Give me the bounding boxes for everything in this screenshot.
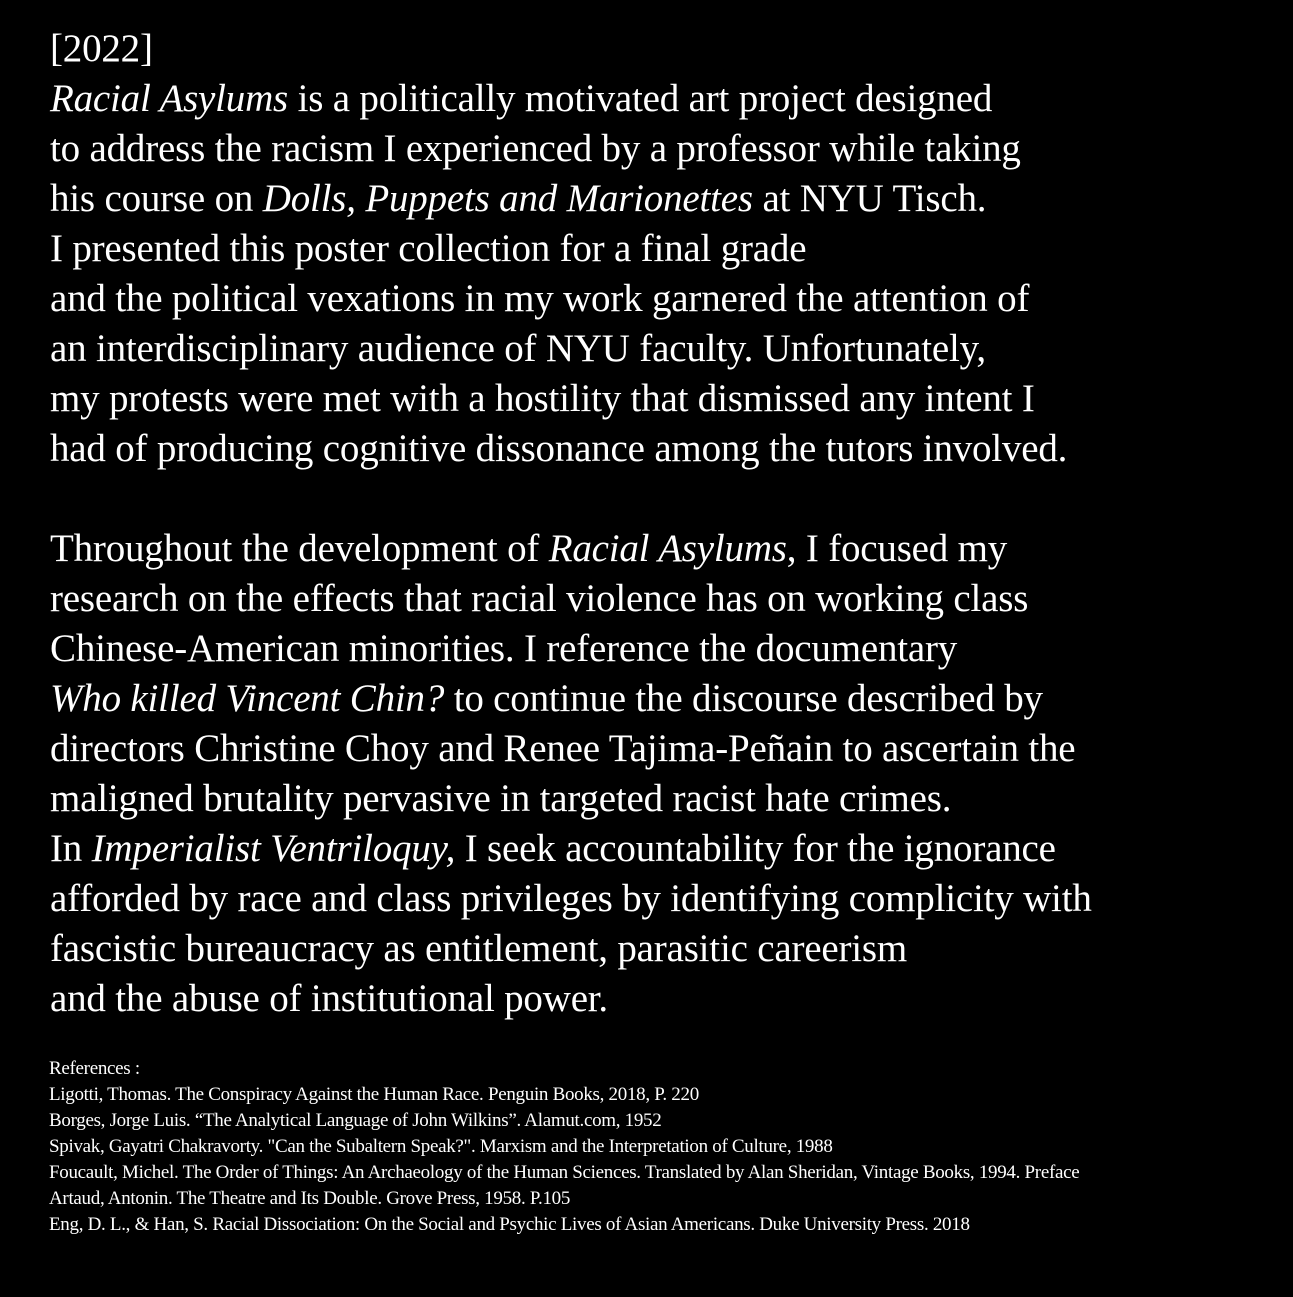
statement-text: at NYU Tisch. bbox=[752, 177, 987, 220]
statement-line: research on the effects that racial violence has on working class bbox=[50, 577, 1029, 620]
reference-item: Eng, D. L., & Han, S. Racial Dissociation: On the Social and Psychic Lives of Asian Americans. Duke University Press. 2018 bbox=[49, 1214, 970, 1235]
course-title: Dolls, Puppets and Marionettes bbox=[262, 177, 753, 220]
statement-text: , I focused my bbox=[786, 527, 1008, 570]
statement-line: fascistic bureaucracy as entitlement, parasitic careerism bbox=[50, 927, 907, 970]
statement-text: to continue the discourse described by bbox=[444, 677, 1043, 720]
artist-statement bbox=[50, 24, 1280, 1024]
statement-line: and the abuse of institutional power. bbox=[50, 977, 608, 1020]
statement-line bbox=[50, 674, 1280, 724]
references-section bbox=[49, 1056, 1289, 1238]
statement-line bbox=[50, 824, 1280, 874]
work-title: Racial Asylums bbox=[50, 77, 289, 120]
reference-item: Foucault, Michel. The Order of Things: An Archaeology of the Human Sciences. Translated by Alan Sheridan, Vintage Books, 1994. Preface bbox=[49, 1162, 1080, 1183]
statement-text: Throughout the development of bbox=[50, 527, 549, 570]
statement-line: my protests were met with a hostility that dismissed any intent I bbox=[50, 377, 1035, 420]
statement-line: I presented this poster collection for a final grade bbox=[50, 227, 807, 270]
references-heading: References : bbox=[49, 1058, 140, 1079]
year-label: [2022] bbox=[50, 27, 153, 70]
statement-line bbox=[50, 74, 1280, 124]
series-title: Imperialist Ventriloquy, bbox=[91, 827, 456, 870]
statement-line bbox=[50, 524, 1280, 574]
statement-line bbox=[50, 174, 1280, 224]
statement-text: his course on bbox=[50, 177, 263, 220]
reference-item: Spivak, Gayatri Chakravorty. "Can the Subaltern Speak?". Marxism and the Interpretation of Culture, 1988 bbox=[49, 1136, 833, 1157]
statement-text: is a politically motivated art project designed bbox=[288, 77, 993, 120]
statement-text: In bbox=[50, 827, 92, 870]
statement-line: and the political vexations in my work garnered the attention of bbox=[50, 277, 1030, 320]
work-title: Racial Asylums bbox=[548, 527, 787, 570]
documentary-title: Who killed Vincent Chin? bbox=[50, 677, 445, 720]
statement-line: to address the racism I experienced by a professor while taking bbox=[50, 127, 1021, 170]
statement-line: had of producing cognitive dissonance among the tutors involved. bbox=[50, 427, 1068, 470]
statement-line: maligned brutality pervasive in targeted racist hate crimes. bbox=[50, 777, 952, 820]
paragraph-spacer bbox=[50, 474, 1280, 524]
statement-line: afforded by race and class privileges by identifying complicity with bbox=[50, 877, 1092, 920]
reference-item: Borges, Jorge Luis. “The Analytical Language of John Wilkins”. Alamut.com, 1952 bbox=[49, 1110, 662, 1131]
statement-line: an interdisciplinary audience of NYU faculty. Unfortunately, bbox=[50, 327, 986, 370]
reference-item: Ligotti, Thomas. The Conspiracy Against the Human Race. Penguin Books, 2018, P. 220 bbox=[49, 1084, 699, 1105]
statement-line: Chinese-American minorities. I reference the documentary bbox=[50, 627, 958, 670]
statement-text: I seek accountability for the ignorance bbox=[455, 827, 1056, 870]
statement-line: directors Christine Choy and Renee Tajima-Peñain to ascertain the bbox=[50, 727, 1076, 770]
reference-item: Artaud, Antonin. The Theatre and Its Double. Grove Press, 1958. P.105 bbox=[49, 1188, 571, 1209]
